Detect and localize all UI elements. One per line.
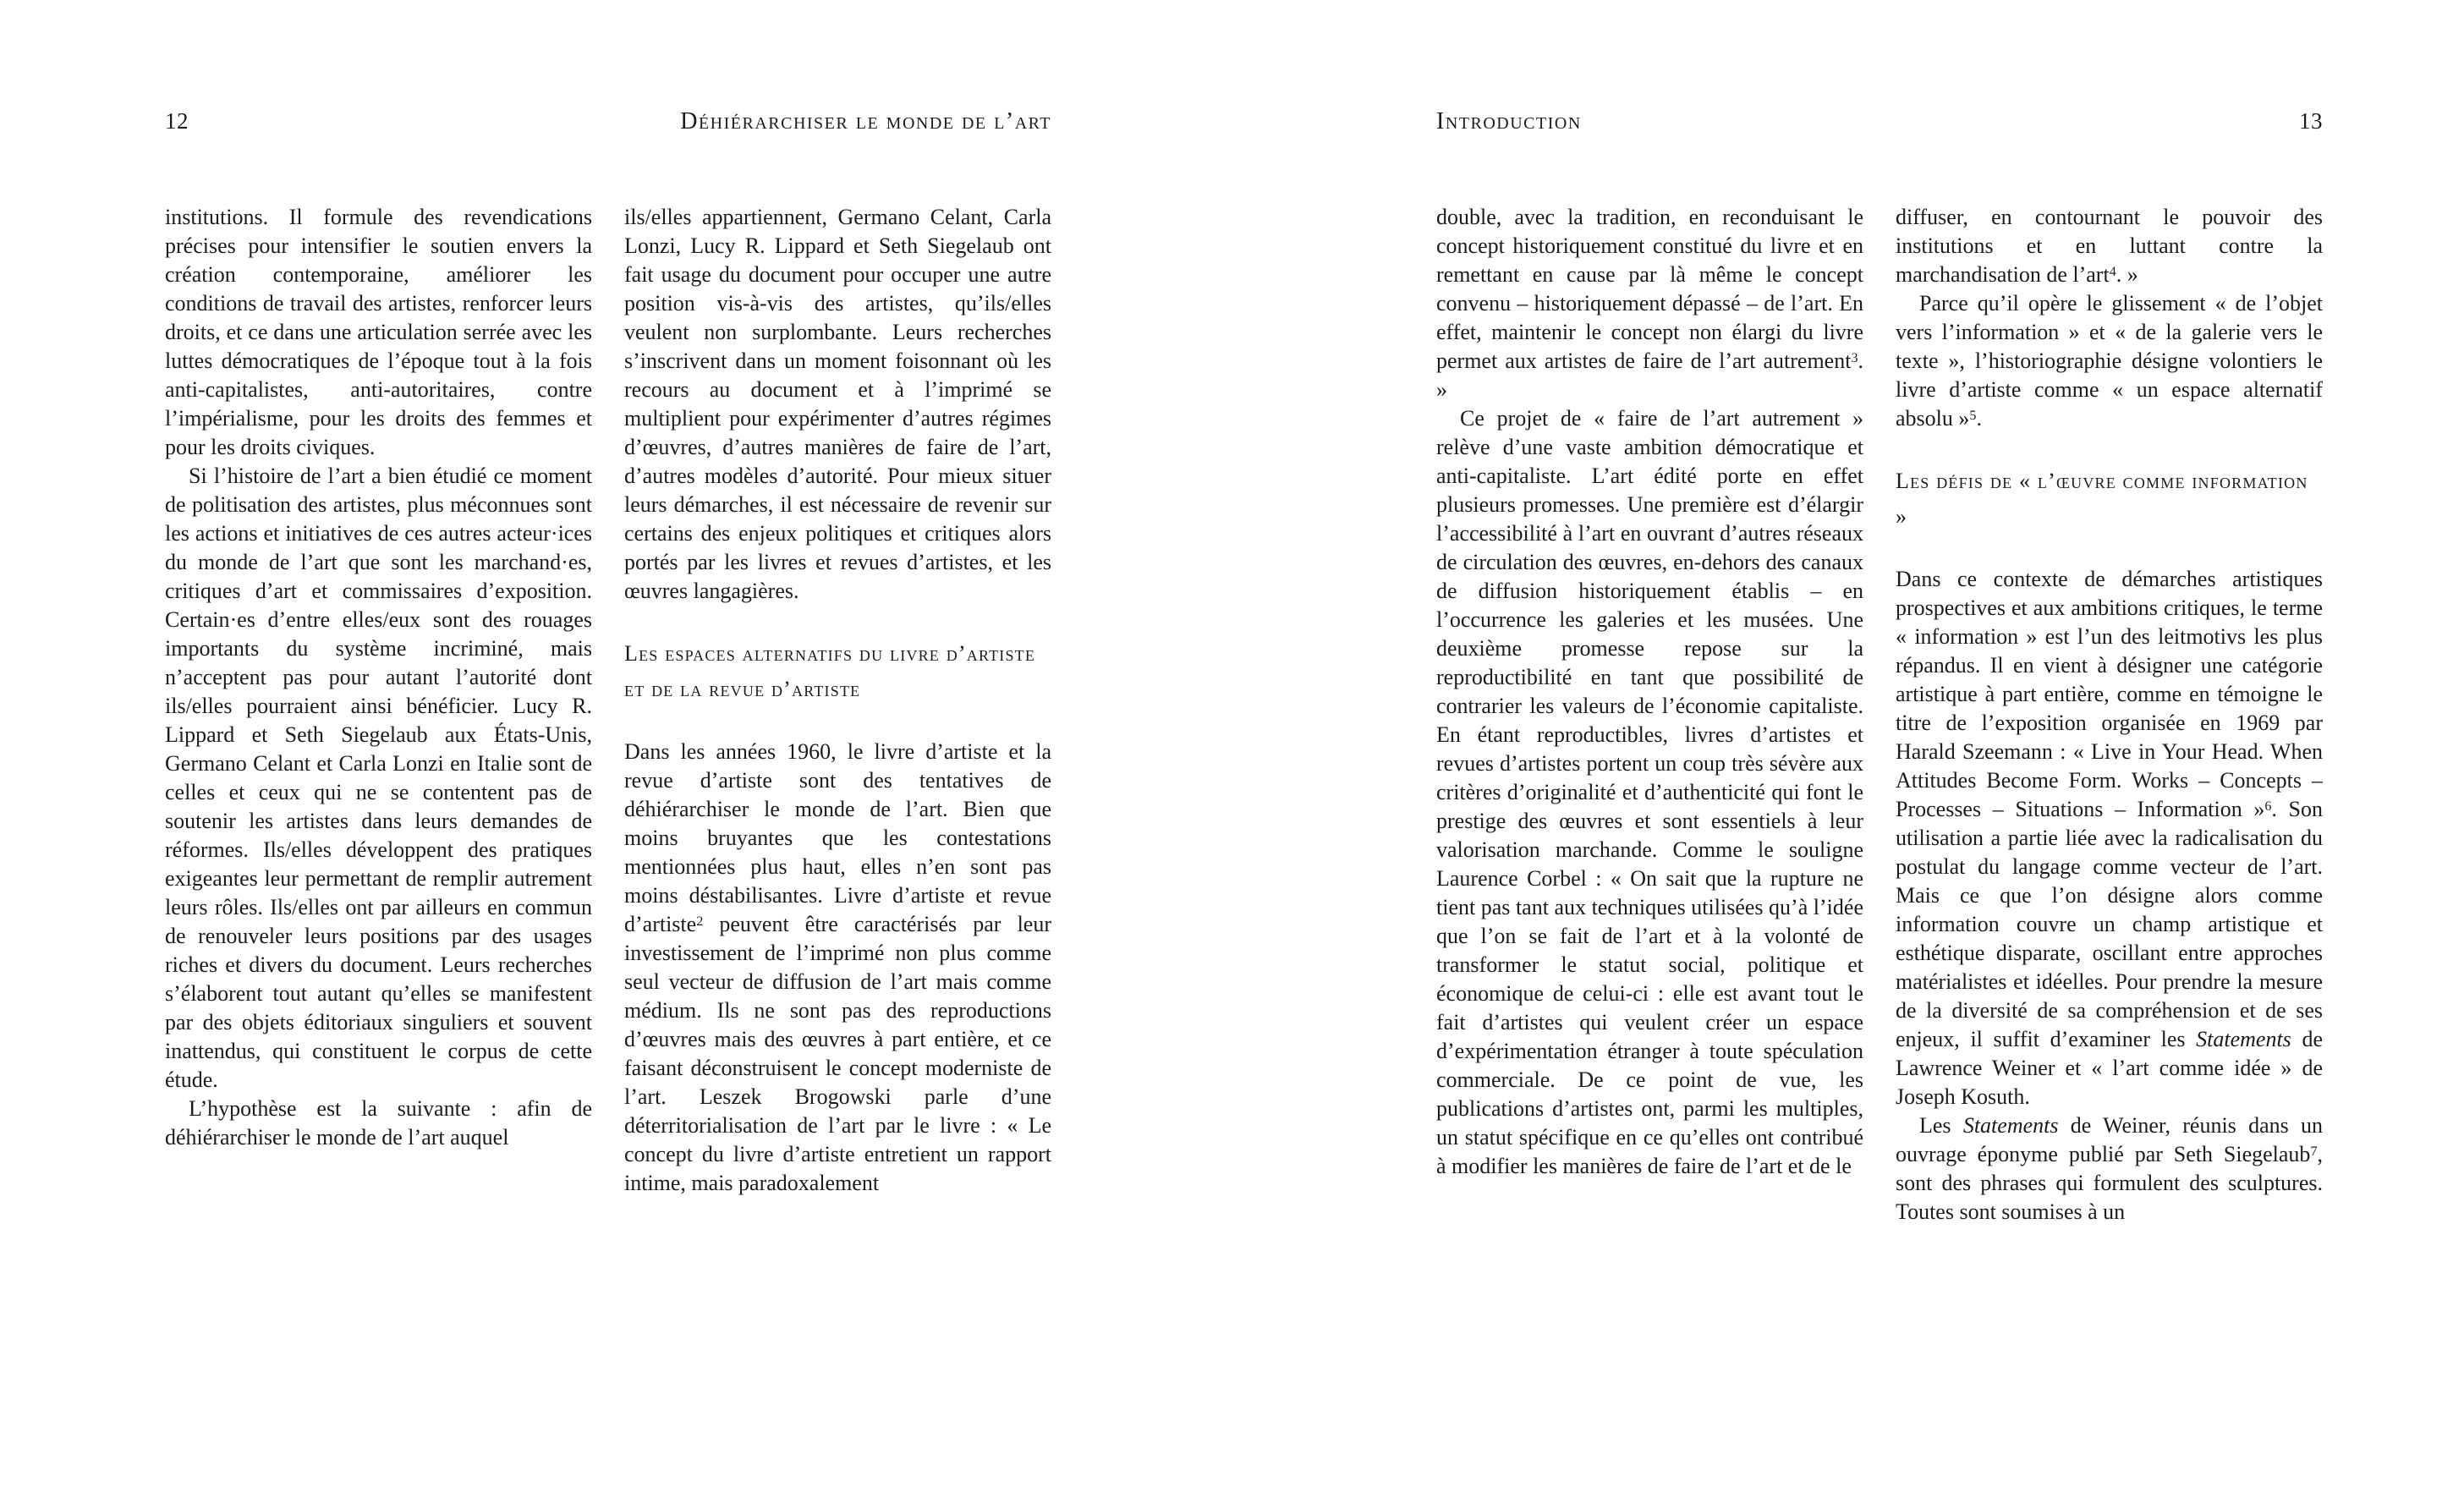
text-run: institutions. Il formule des revendications précises pour intensifier le soutien envers la création contemporaine, améliorer les conditions de travail des artistes, renforcer leurs droits, et ce dans une articulation serrée avec les luttes démocratiques de l’époque tout à la fois anti-capitalistes, anti-autoritaires, contre l’impérialisme, pour les droits des femmes et pour les droits civiques. — [165, 205, 592, 459]
paragraph — [165, 1095, 592, 1152]
text-run: . — [1976, 406, 1982, 431]
text-run: . Son utilisation a partie liée avec la radicalisation du postulat du langage comme vecteur de l’art. Mais ce que l’on désigne alors comme information couvre un champ artistique et esthétique disparate, oscillant entre approches matérialistes et idéelles. Pour prendre la mesure de la diversité de sa compréhension et de ses enjeux, il suffit d’examiner les — [1896, 797, 2323, 1051]
text-run: diffuser, en contournant le pouvoir des institutions et en luttant contre la marchandisation de l’art — [1896, 205, 2323, 287]
text-run: Dans ce contexte de démarches artistiques prospectives et aux ambitions critiques, le terme « information » est l’un des leitmotivs les plus répandus. Il en vient à désigner une catégorie artistique à part entière, comme en témoigne le titre de l’exposition organisée en 1969 par Harald Szeemann : « Live in Your Head. When Attitudes Become Form. Works – Concepts – Processes – Situations – Information » — [1896, 567, 2323, 821]
italic-work-title: Statements — [2196, 1027, 2291, 1051]
page-13-header — [1436, 108, 2323, 135]
text-run: , sont des phrases qui formulent des sculptures. Toutes sont soumises à un — [1896, 1142, 2323, 1224]
paragraph — [1896, 289, 2323, 433]
page-13 — [1436, 0, 2323, 1498]
text-run: Ce projet de « faire de l’art autrement » relève d’une vaste ambition démocratique et anti-capitaliste. L’art édité porte en effet plusieurs promesses. Une première est d’élargir l’accessibilité à l’art en ouvrant d’autres réseaux de circulation des œuvres, en-dehors des canaux de diffusion historiquement établis – en l’occurrence les galeries et les musées. Une deuxième promesse repose sur la reproductibilité en tant que possibilité de contrarier les valeurs de l’économie capitaliste. En étant reproductibles, livres d’artistes et revues d’artistes portent un coup très sévère aux critères d’originalité et d’authenticité qui font le prestige des œuvres et sont essentiels à leur valorisation marchande. Comme le souligne Laurence Corbel : « On sait que la rupture ne tient pas tant aux techniques utilisées qu’à l’idée que l’on se fait de l’art et à la volonté de transformer le statut social, politique et économique de celui-ci : elle est avant tout le fait d’artistes qui veulent créer un espace d’expérimentation étranger à toute spéculation commerciale. De ce point de vue, les publications d’artistes ont, parmi les multiples, un statut spécifique en ce qu’elles ont contribué à modifier les manières de faire de l’art et de le — [1436, 406, 1863, 1178]
text-run: Les — [1919, 1113, 1963, 1138]
paragraph — [1896, 1111, 2323, 1226]
text-run: . » — [1436, 348, 1863, 402]
text-run: double, avec la tradition, en reconduisant le concept historiquement constitué du livre et en remettant en cause par là même le concept convenu – historiquement dépassé – de l’art. En effet, maintenir le concept non élargi du livre permet aux artistes de faire de l’art autrement — [1436, 205, 1863, 373]
text-run: de Weiner, réunis dans un ouvrage éponyme publié par Seth Siegelaub — [1896, 1113, 2323, 1166]
footnote-reference: 2 — [696, 914, 704, 929]
page-number-left: 12 — [165, 108, 189, 134]
text-run: peuvent être caractérisés par leur investissement de l’imprimé non plus comme seul vecteur de diffusion de l’art mais comme médium. Ils ne sont pas des reproductions d’œuvres mais des œuvres à part entière, et ce faisant déconstruisent le concept moderniste de l’art. Leszek Brogowski parle d’une déterritorialisation de l’art par le livre : « Le concept du livre d’artiste entretient un rapport intime, mais paradoxalement — [624, 912, 1051, 1195]
text-run: Parce qu’il opère le glissement « de l’objet vers l’information » et « de la galerie vers le texte », l’historiographie désigne volontiers le livre d’artiste comme « un espace alternatif absolu » — [1896, 291, 2323, 431]
page-12-column-1 — [165, 203, 592, 1434]
paragraph — [1436, 404, 1863, 1181]
page-number-right: 13 — [2299, 108, 2323, 134]
paragraph — [624, 203, 1051, 606]
footnote-reference: 4 — [2109, 264, 2116, 279]
paragraph — [624, 738, 1051, 1198]
text-run: de Lawrence Weiner et « l’art comme idée » de Joseph Kosuth. — [1896, 1027, 2323, 1109]
page-12-column-2 — [624, 203, 1051, 1434]
footnote-reference: 7 — [2310, 1144, 2318, 1159]
italic-work-title: Statements — [1962, 1113, 2059, 1138]
paragraph — [1896, 565, 2323, 1111]
text-run: . » — [2116, 262, 2138, 287]
footnote-reference: 3 — [1851, 350, 1858, 365]
paragraph — [165, 203, 592, 462]
paragraph — [165, 462, 592, 1095]
paragraph — [1436, 203, 1863, 404]
page-12-header — [165, 108, 1051, 135]
running-head-right: Introduction — [1436, 108, 1582, 134]
page-12-text-block — [165, 203, 1051, 1434]
page-12 — [165, 0, 1051, 1498]
running-head-left: Déhiérarchiser le monde de l’art — [680, 108, 1051, 134]
text-run: Si l’histoire de l’art a bien étudié ce moment de politisation des artistes, plus méconnues sont les actions et initiatives de ces autres acteur·ices du monde de l’art que sont les marchand·es, critiques d’art et commissaires d’exposition. Certain·es d’entre elles/eux sont des rouages importants du système incriminé, mais n’acceptent pas pour autant l’autorité dont ils/elles pourraient ainsi bénéficier. Lucy R. Lippard et Seth Siegelaub aux États-Unis, Germano Celant et Carla Lonzi en Italie sont de celles et ceux qui ne se contentent pas de soutenir les artistes dans leurs demandes de réformes. Ils/elles développent des pratiques exigeantes leur permettant de remplir autrement leurs rôles. Ils/elles ont par ailleurs en commun de renouveler leurs positions par des usages riches et divers du document. Leurs recherches s’élaborent tout autant qu’elles se manifestent par des objets éditoriaux singuliers et souvent inattendus, qui constituent le corpus de cette étude. — [165, 464, 592, 1092]
section-heading: Les espaces alternatifs du livre d’artiste et de la revue d’artiste — [624, 641, 1036, 701]
section-heading: Les défis de « l’œuvre comme information » — [1896, 469, 2308, 529]
footnote-reference: 5 — [1969, 408, 1977, 423]
footnote-reference: 6 — [2264, 798, 2272, 814]
page-13-column-2 — [1896, 203, 2323, 1434]
page-13-column-1 — [1436, 203, 1863, 1434]
text-run: Dans les années 1960, le livre d’artiste et la revue d’artiste sont des tentatives de déhiérarchiser le monde de l’art. Bien que moins bruyantes que les contestations mentionnées plus haut, elles n’en sont pas moins déstabilisantes. Livre d’artiste et revue d’artiste — [624, 739, 1051, 936]
page-13-text-block — [1436, 203, 2323, 1434]
paragraph — [1896, 203, 2323, 289]
text-run: ils/elles appartiennent, Germano Celant, Carla Lonzi, Lucy R. Lippard et Seth Siegelaub ont fait usage du document pour occuper une autre position vis-à-vis des artistes, qu’ils/elles veulent non surplombante. Leurs recherches s’inscrivent dans un moment foisonnant où les recours au document et à l’imprimé se multiplient pour expérimenter d’autres régimes d’œuvres, d’autres manières de faire de l’art, d’autres modèles d’autorité. Pour mieux situer leurs démarches, il est nécessaire de revenir sur certains des enjeux politiques et critiques alors portés par les livres et revues d’artistes, et les œuvres langagières. — [624, 205, 1051, 603]
text-run: L’hypothèse est la suivante : afin de déhiérarchiser le monde de l’art auquel — [165, 1096, 592, 1150]
